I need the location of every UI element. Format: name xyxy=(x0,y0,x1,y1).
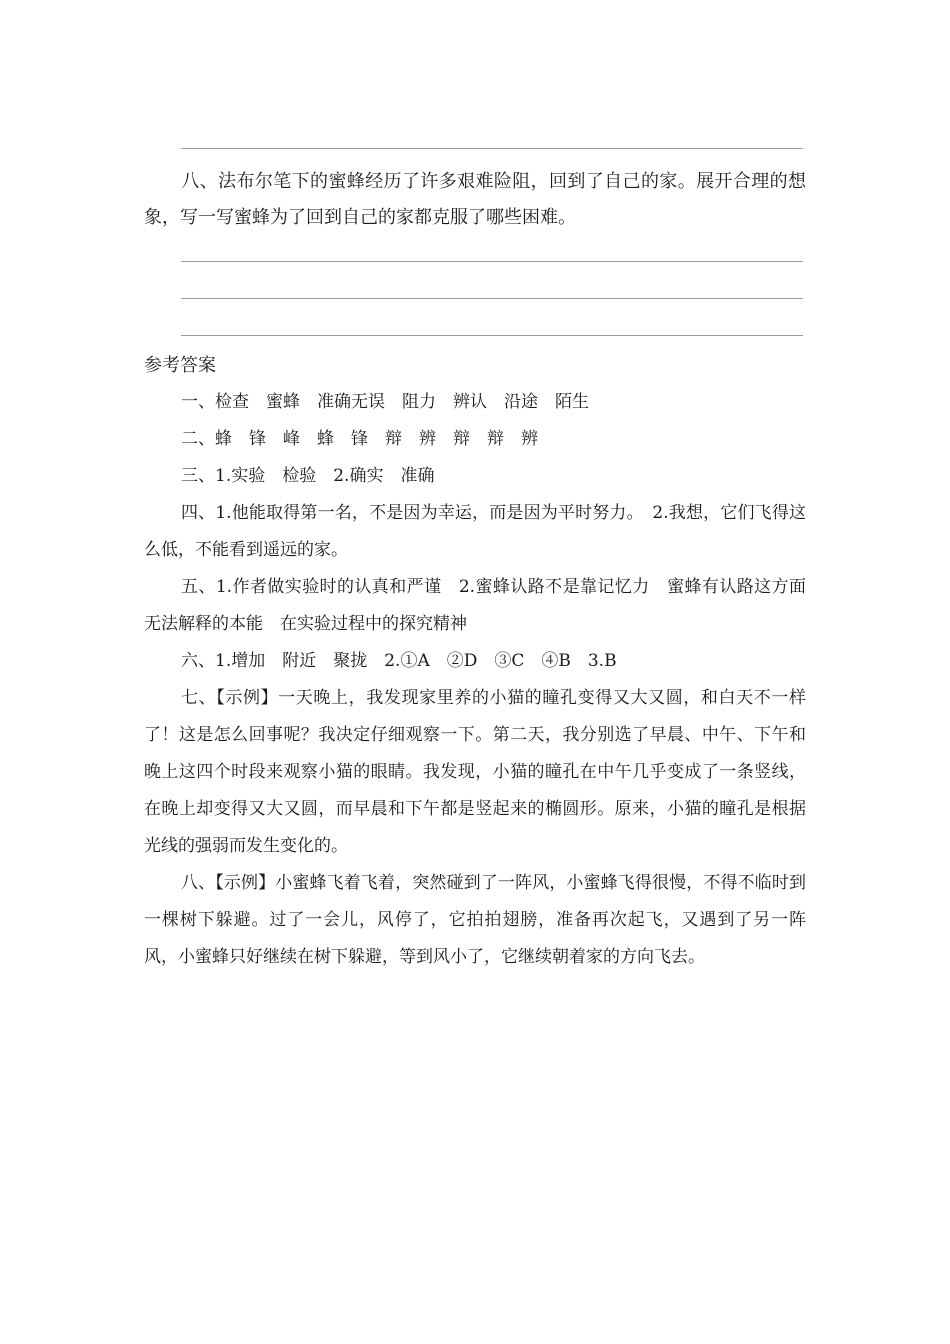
answer-line xyxy=(181,261,803,262)
answer-item: 八、【示例】小蜜蜂飞着飞着，突然碰到了一阵风，小蜜蜂飞得很慢，不得不临时到一棵树下躲避。过了一会儿，风停了，它拍拍翅膀，准备再次起飞，又遇到了另一阵风，小蜜蜂只好继续在树下躲避，等到风小了，它继续朝着家的方向飞去。 xyxy=(144,873,806,967)
answer-item: 五、1.作者做实验时的认真和严谨 2.蜜蜂认路不是靠记忆力 蜜蜂有认路这方面无法解释的本能 在实验过程中的探究精神 xyxy=(144,577,806,634)
answer-item: 七、【示例】一天晚上，我发现家里养的小猫的瞳孔变得又大又圆，和白天不一样了！这是怎么回事呢？我决定仔细观察一下。第二天，我分别选了早晨、中午、下午和晚上这四个时段来观察小猫的眼睛。我发现，小猫的瞳孔在中午几乎变成了一条竖线，在晚上却变得又大又圆，而早晨和下午都是竖起来的椭圆形。原来，小猫的瞳孔是根据光线的强弱而发生变化的。 xyxy=(144,688,806,856)
answer-line xyxy=(181,148,803,149)
answer-line xyxy=(181,298,803,299)
answer-item: 三、1.实验 检验 2.确实 准确 xyxy=(181,466,435,486)
answers-list xyxy=(144,384,806,976)
answer-item: 六、1.增加 附近 聚拢 2.①A ②D ③C ④B 3.B xyxy=(181,651,617,671)
question-eight xyxy=(144,164,806,236)
question-text: 八、法布尔笔下的蜜蜂经历了许多艰难险阻，回到了自己的家。展开合理的想象，写一写蜜蜂为了回到自己的家都克服了哪些困难。 xyxy=(144,171,806,228)
answer-line xyxy=(181,335,803,336)
answer-item: 四、1.他能取得第一名，不是因为幸运，而是因为平时努力。 2.我想，它们飞得这么低，不能看到遥远的家。 xyxy=(144,503,806,560)
answers-heading: 参考答案 xyxy=(144,355,216,376)
answer-item: 二、蜂 锋 峰 蜂 锋 辩 辨 辩 辩 辨 xyxy=(181,429,538,449)
answer-item: 一、检查 蜜蜂 准确无误 阻力 辨认 沿途 陌生 xyxy=(181,392,589,412)
